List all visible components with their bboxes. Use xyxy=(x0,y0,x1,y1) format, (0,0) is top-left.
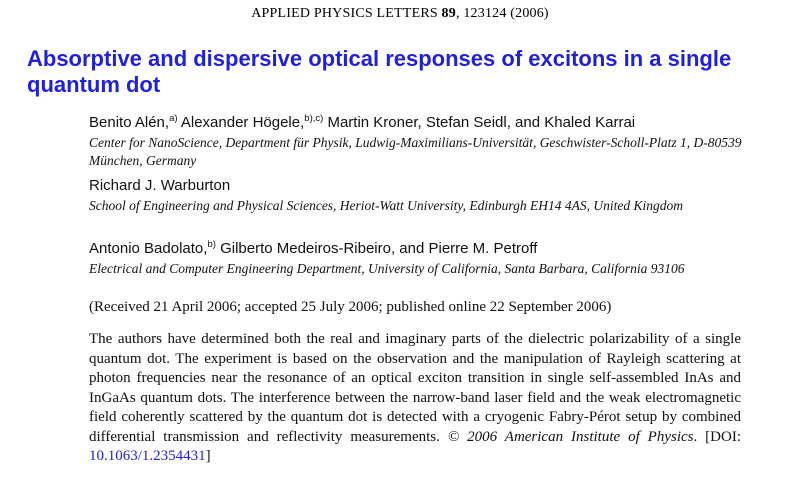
doi-suffix: ] xyxy=(205,448,211,464)
author-footnote-mark[interactable]: b),c) xyxy=(304,113,324,124)
author-name[interactable]: Benito Alén, xyxy=(89,114,170,131)
doi-prefix: . [DOI: xyxy=(693,428,741,445)
affiliation: School of Engineering and Physical Sciences, Heriot-Watt University, Edinburgh EH14 4AS, United Kingdom xyxy=(89,198,684,213)
journal-name: APPLIED PHYSICS LETTERS xyxy=(251,6,438,21)
affiliation: Electrical and Computer Engineering Department, University of California, Santa Barbara, California 93106 xyxy=(89,261,685,276)
author-list xyxy=(89,176,779,196)
author-name[interactable]: Richard J. Warburton xyxy=(89,177,231,194)
abstract xyxy=(89,330,741,467)
journal-header xyxy=(0,6,800,22)
author-group-2 xyxy=(89,176,779,215)
author-group-3 xyxy=(89,239,779,278)
author-footnote-mark[interactable]: a) xyxy=(169,113,178,124)
publication-history: (Received 21 April 2006; accepted 25 July 2006; published online 22 September 2006) xyxy=(89,299,612,315)
author-footnote-mark[interactable]: b) xyxy=(207,239,216,250)
author-name[interactable]: Gilberto Medeiros-Ribeiro, and Pierre M. Petroff xyxy=(220,240,538,257)
author-name[interactable]: Martin Kroner, Stefan Seidl, and Khaled Karrai xyxy=(327,114,636,131)
journal-volume: 89 xyxy=(441,6,456,21)
author-list xyxy=(89,113,779,133)
copyright-notice: © 2006 American Institute of Physics xyxy=(447,428,694,445)
abstract-body: The authors have determined both the real and imaginary parts of the dielectric polarizability of a single quantum dot. The experiment is based on the observation and the manipulation of Rayleigh scattering at photon frequencies near the resonance of an optical exciton transition in single self-assembled InAs and InGaAs quantum dots. The interference between the narrow-band laser field and the weak electromagnetic field coherently scattered by the quantum dot is detected with a cryogenic Fabry-Pérot setup by combined differential transmission and reflectivity measurements. xyxy=(89,331,741,445)
author-name[interactable]: Antonio Badolato, xyxy=(89,240,208,257)
affiliation: Center for NanoScience, Department für Physik, Ludwig-Maximilians-Universität, Geschwister-Scholl-Platz 1, D-80539 München, Germany xyxy=(89,135,742,168)
author-name[interactable]: Alexander Högele, xyxy=(180,114,305,131)
doi-link[interactable]: 10.1063/1.2354431 xyxy=(89,448,206,464)
journal-citation: , 123124 (2006) xyxy=(455,6,549,21)
article-title: Absorptive and dispersive optical responses of excitons in a single quantum dot xyxy=(27,46,732,97)
author-list xyxy=(89,239,779,259)
author-group-1 xyxy=(89,113,779,170)
